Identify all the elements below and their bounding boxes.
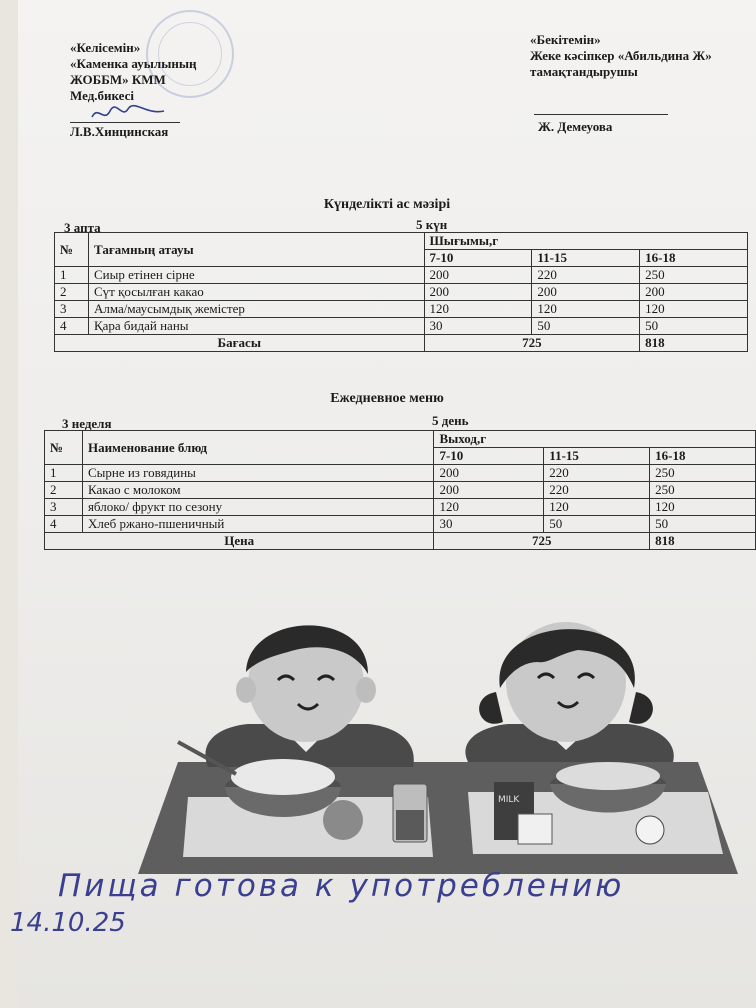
ru-age-3: 16-18 xyxy=(650,448,756,465)
signature-line-left xyxy=(70,122,180,123)
kz-week: 3 апта xyxy=(64,220,101,235)
table-row xyxy=(55,267,748,284)
cell-value: 200 xyxy=(532,284,640,301)
cell-no: 1 xyxy=(55,267,89,284)
cell-value: 200 xyxy=(434,465,544,482)
ru-price-label: Цена xyxy=(45,533,434,550)
ru-menu-table xyxy=(44,430,756,550)
table-row xyxy=(55,318,748,335)
kz-age-1: 7-10 xyxy=(424,250,532,267)
cell-dish: яблоко/ фрукт по сезону xyxy=(82,499,434,516)
cell-no: 1 xyxy=(45,465,83,482)
cell-dish: Сиыр етінен сірне xyxy=(88,267,424,284)
cell-value: 220 xyxy=(544,482,650,499)
cell-value: 250 xyxy=(640,267,748,284)
cell-no: 4 xyxy=(55,318,89,335)
header-left-line3: ЖОББМ» КММ xyxy=(70,72,166,87)
header-left-line4: Мед.бикесі xyxy=(70,88,134,103)
cell-value: 50 xyxy=(640,318,748,335)
milk-carton-label: MILK xyxy=(498,795,520,805)
cell-value: 250 xyxy=(650,482,756,499)
header-right-line2: Жеке кәсіпкер «Абильдина Ж» xyxy=(530,48,712,63)
cell-no: 4 xyxy=(45,516,83,533)
ru-week: 3 неделя xyxy=(62,416,112,431)
kz-day: 5 күн xyxy=(416,217,448,232)
header-left-name: Л.В.Хинцинская xyxy=(70,124,169,139)
handwritten-date: 14.10.25 xyxy=(10,908,126,938)
handwritten-note: Пища готова к употреблению xyxy=(58,868,625,904)
table-row xyxy=(45,465,756,482)
table-row xyxy=(45,499,756,516)
table-header-row xyxy=(55,233,748,250)
ru-menu-title: Ежедневное меню xyxy=(330,391,444,406)
cell-no: 3 xyxy=(45,499,83,516)
ru-col-no: № xyxy=(45,431,83,465)
cell-dish: Сырне из говядины xyxy=(82,465,434,482)
table-row xyxy=(45,482,756,499)
cell-value: 220 xyxy=(544,465,650,482)
cell-value: 120 xyxy=(640,301,748,318)
cell-value: 200 xyxy=(434,482,544,499)
kz-menu-table xyxy=(54,232,748,352)
table-header-row xyxy=(45,431,756,448)
cell-dish: Қара бидай наны xyxy=(88,318,424,335)
cell-dish: Сүт қосылған какао xyxy=(88,284,424,301)
ru-age-2: 11-15 xyxy=(544,448,650,465)
cell-value: 50 xyxy=(544,516,650,533)
cell-no: 2 xyxy=(55,284,89,301)
ru-col-yield: Выход,г xyxy=(434,431,756,448)
cell-value: 120 xyxy=(532,301,640,318)
header-approval-left xyxy=(70,40,196,104)
kz-col-no: № xyxy=(55,233,89,267)
kz-col-name: Тағамның атауы xyxy=(88,233,424,267)
children-breakfast-illustration xyxy=(138,592,738,874)
cell-value: 120 xyxy=(544,499,650,516)
table-row xyxy=(45,516,756,533)
cell-no: 3 xyxy=(55,301,89,318)
header-right-line3: тамақтандырушы xyxy=(530,64,638,79)
header-right-line1: «Бекітемін» xyxy=(530,32,601,47)
cell-value: 120 xyxy=(434,499,544,516)
kz-age-2: 11-15 xyxy=(532,250,640,267)
ru-price-2: 818 xyxy=(650,533,756,550)
price-row xyxy=(55,335,748,352)
cell-value: 200 xyxy=(640,284,748,301)
kz-price-1: 725 xyxy=(424,335,640,352)
ru-col-name: Наименование блюд xyxy=(82,431,434,465)
kz-price-2: 818 xyxy=(640,335,748,352)
kz-menu-title: Күнделікті ас мәзірі xyxy=(323,197,451,212)
cell-value: 120 xyxy=(650,499,756,516)
cell-value: 120 xyxy=(424,301,532,318)
header-left-line1: «Келісемін» xyxy=(70,40,141,55)
table-row xyxy=(55,301,748,318)
cell-value: 50 xyxy=(532,318,640,335)
cell-value: 30 xyxy=(434,516,544,533)
ru-day: 5 день xyxy=(432,413,469,428)
table-row xyxy=(55,284,748,301)
kz-col-yield: Шығымы,г xyxy=(424,233,747,250)
cell-value: 220 xyxy=(532,267,640,284)
price-row xyxy=(45,533,756,550)
cell-dish: Хлеб ржано-пшеничный xyxy=(82,516,434,533)
cell-value: 50 xyxy=(650,516,756,533)
cell-dish: Какао с молоком xyxy=(82,482,434,499)
kz-price-label: Бағасы xyxy=(55,335,425,352)
header-left-line2: «Каменка ауылының xyxy=(70,56,197,71)
cell-value: 250 xyxy=(650,465,756,482)
header-right-name: Ж. Демеуова xyxy=(538,119,613,134)
cell-value: 30 xyxy=(424,318,532,335)
header-approval-right xyxy=(530,32,712,80)
ru-age-1: 7-10 xyxy=(434,448,544,465)
cell-value: 200 xyxy=(424,284,532,301)
signature-line-right xyxy=(534,114,668,115)
cell-dish: Алма/маусымдық жемістер xyxy=(88,301,424,318)
cell-no: 2 xyxy=(45,482,83,499)
ru-price-1: 725 xyxy=(434,533,650,550)
cell-value: 200 xyxy=(424,267,532,284)
document-page xyxy=(10,0,756,1008)
kz-age-3: 16-18 xyxy=(640,250,748,267)
